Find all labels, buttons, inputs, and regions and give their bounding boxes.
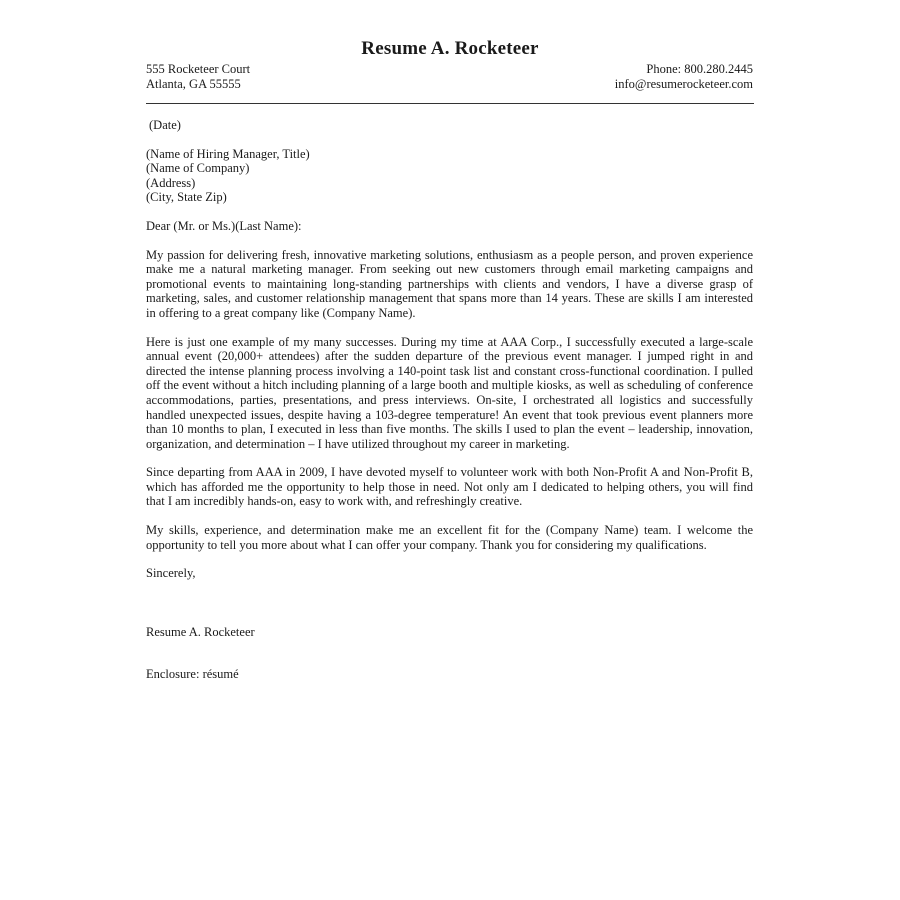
header-divider — [146, 103, 754, 104]
body-paragraph: My passion for delivering fresh, innovative marketing solutions, enthusiasm as a people person, and proven experience make me a natural marketing manager. From seeking out new customers through email marketing campaigns and promotional events to maintaining long-standing partnerships with clients and vendors, I have a diverse grasp of marketing, sales, and customer relationship management that spans more than 14 years. These are skills I am interested in offering to a great company like (Company Name). — [146, 247, 753, 320]
recipient-line: (Name of Company) — [146, 161, 250, 176]
enclosure-note: Enclosure: résumé — [146, 667, 239, 682]
recipient-line: (Address) — [146, 175, 196, 190]
recipient-address — [146, 147, 753, 205]
sender-name: Resume A. Rocketeer — [361, 38, 539, 59]
closing: Sincerely, — [146, 566, 196, 581]
phone-number: Phone: 800.280.2445 — [646, 62, 753, 76]
body-paragraph: My skills, experience, and determination make me an excellent fit for the (Company Name) team. I welcome the opportunity to tell you more about what I can offer your company. Thank you for considering my qualifications. — [146, 523, 753, 552]
sender-address — [146, 62, 250, 92]
sender-contact — [615, 62, 753, 92]
email-address: info@resumerocketeer.com — [614, 77, 753, 91]
address-line-2: Atlanta, GA 55555 — [146, 77, 241, 91]
body-paragraph: Since departing from AAA in 2009, I have devoted myself to volunteer work with both Non-Profit A and Non-Profit B, which has afforded me the opportunity to help those in need. Not only am I dedicated to helping others, you will find that I am incredibly hands-on, easy to work with, and refreshingly creative. — [146, 465, 753, 509]
letter-date: (Date) — [149, 118, 181, 132]
salutation: Dear (Mr. or Ms.)(Last Name): — [146, 218, 302, 233]
recipient-line: (Name of Hiring Manager, Title) — [146, 146, 310, 161]
signature-name: Resume A. Rocketeer — [146, 624, 255, 639]
recipient-line: (City, State Zip) — [146, 190, 227, 205]
body-paragraph: Here is just one example of my many successes. During my time at AAA Corp., I successfully executed a large-scale annual event (20,000+ attendees) after the sudden departure of the previous event manager. I jumped right in and directed the intense planning process involving a 140-point task list and constant cross-functional coordination. I pulled off the event without a hitch including planning of a large booth and multiple kiosks, as well as scheduling of conference accommodations, parties, presentations, and press interviews. On-site, I orchestrated all logistics and successfully handled unexpected issues, despite having a 103-degree temperature! An event that took previous event planners more than 10 months to plan, I executed in less than five months. The skills I used to plan the event – leadership, innovation, organization, and determination – I have utilized throughout my career in marketing. — [146, 334, 753, 451]
letter-body — [146, 118, 753, 682]
address-line-1: 555 Rocketeer Court — [146, 62, 251, 76]
